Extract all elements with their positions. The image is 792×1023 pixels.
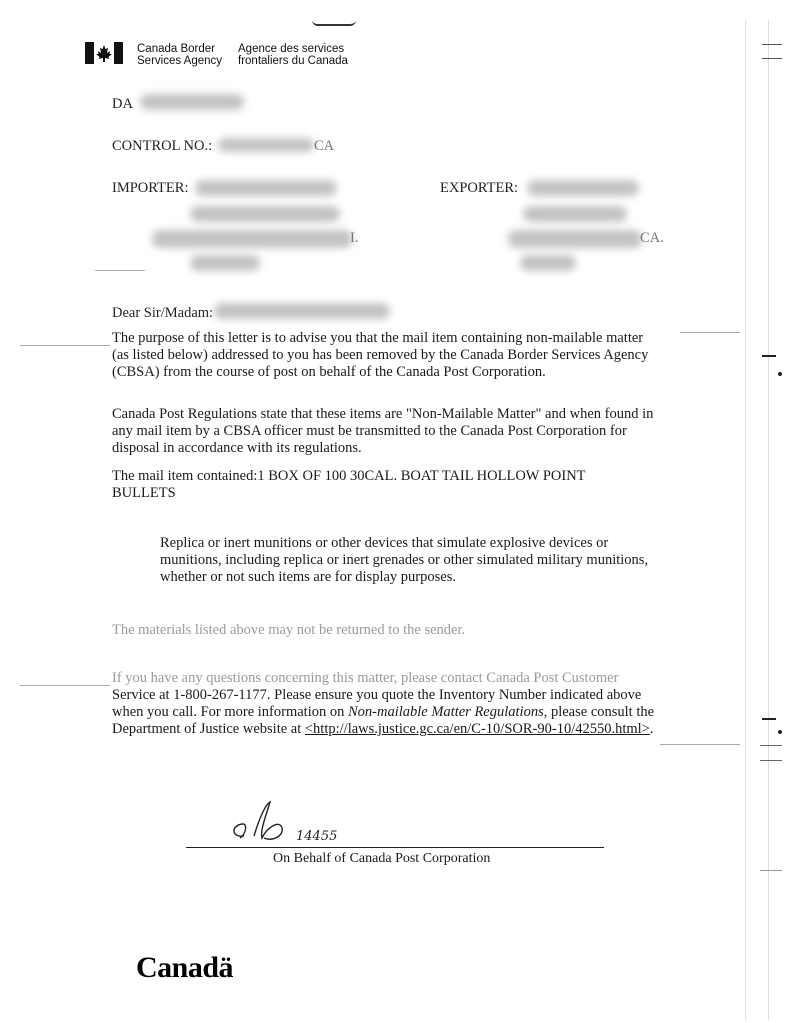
scan-artifact xyxy=(778,372,782,376)
paragraph-regulations: Canada Post Regulations state that these items are "Non-Mailable Matter" and when found in any mail item by a CBSA officer must be transmitted to the Canada Post Corporation for disposal in accordance with its regulations. xyxy=(112,406,654,456)
scan-artifact xyxy=(762,58,782,59)
redaction xyxy=(508,230,642,248)
paragraph-purpose: The purpose of this letter is to advise you that the mail item containing non-mailable matter (as listed below) addressed to you has been removed by the Canada Border Services Agency (CBSA) from the course of post on behalf of the Canada Post Corporation. xyxy=(112,330,649,380)
contact-text-b: , please consult the Department of Justice website at xyxy=(112,704,655,737)
importer-city: I. xyxy=(350,230,359,246)
agency-name-en xyxy=(137,43,222,67)
scan-artifact xyxy=(762,718,776,720)
scan-artifact xyxy=(660,744,740,745)
contact-end: . xyxy=(649,721,654,737)
redaction xyxy=(195,180,337,196)
agency-fr-line2: frontaliers du Canada xyxy=(238,55,348,67)
scan-artifact xyxy=(20,685,110,686)
date-label: DA xyxy=(112,96,133,112)
redaction xyxy=(218,138,314,152)
paragraph-item-contained: The mail item contained:1 BOX OF 100 30CAL. BOAT TAIL HOLLOW POINT BULLETS xyxy=(112,468,586,501)
agency-name-fr xyxy=(238,43,348,67)
scan-artifact xyxy=(762,355,776,357)
scan-mark xyxy=(312,20,356,26)
exporter-city: CA. xyxy=(640,230,664,246)
handwritten-signature xyxy=(226,796,376,848)
signature-number: 14455 xyxy=(296,829,338,844)
paragraph-not-returned: The materials listed above may not be returned to the sender. xyxy=(112,622,466,638)
redaction xyxy=(523,206,627,222)
justice-website-link[interactable]: <http://laws.justice.gc.ca/en/C-10/SOR-90-10/42550.html> xyxy=(304,721,650,737)
agency-en-line2: Services Agency xyxy=(137,55,223,67)
control-label: CONTROL NO.: xyxy=(112,138,213,154)
scan-artifact xyxy=(778,730,782,734)
contact-text-a: Service at 1-800-267-1177. Please ensure you quote the Inventory Number indicated above when you call. For more information on xyxy=(112,687,642,720)
control-value: CA xyxy=(314,138,335,154)
regulations-title: Non-mailable Matter Regulations xyxy=(347,704,544,720)
exporter-label: EXPORTER: xyxy=(440,180,519,196)
redaction xyxy=(190,255,260,271)
redaction xyxy=(214,303,390,319)
importer-label: IMPORTER: xyxy=(112,180,189,196)
agency-fr-line1: Agence des services xyxy=(238,43,345,55)
redaction xyxy=(140,94,244,110)
scan-artifact xyxy=(20,345,110,346)
scan-artifact xyxy=(745,20,746,1020)
canada-flag-icon xyxy=(85,42,123,64)
paragraph-replica-munitions: Replica or inert munitions or other devices that simulate explosive devices or munitions, including replica or inert grenades or other simulated military munitions, whether or not such items are for display purposes. xyxy=(160,535,649,585)
agency-en-line1: Canada Border xyxy=(137,43,215,55)
contact-line1: If you have any questions concerning this matter, please contact Canada Post Customer xyxy=(112,670,619,686)
scan-artifact xyxy=(760,760,782,761)
scan-artifact xyxy=(95,270,145,271)
scan-artifact xyxy=(680,332,740,333)
canada-wordmark: Canadä xyxy=(136,951,234,984)
redaction xyxy=(152,230,352,248)
paragraph-contact xyxy=(112,670,672,738)
redaction xyxy=(520,255,576,271)
scan-artifact xyxy=(760,870,782,871)
scan-artifact xyxy=(762,44,782,45)
salutation: Dear Sir/Madam: xyxy=(112,305,214,321)
scan-artifact xyxy=(760,745,782,746)
signature-line xyxy=(186,847,604,848)
signature-caption: On Behalf of Canada Post Corporation xyxy=(273,851,491,866)
redaction xyxy=(190,206,340,222)
redaction xyxy=(527,180,639,196)
